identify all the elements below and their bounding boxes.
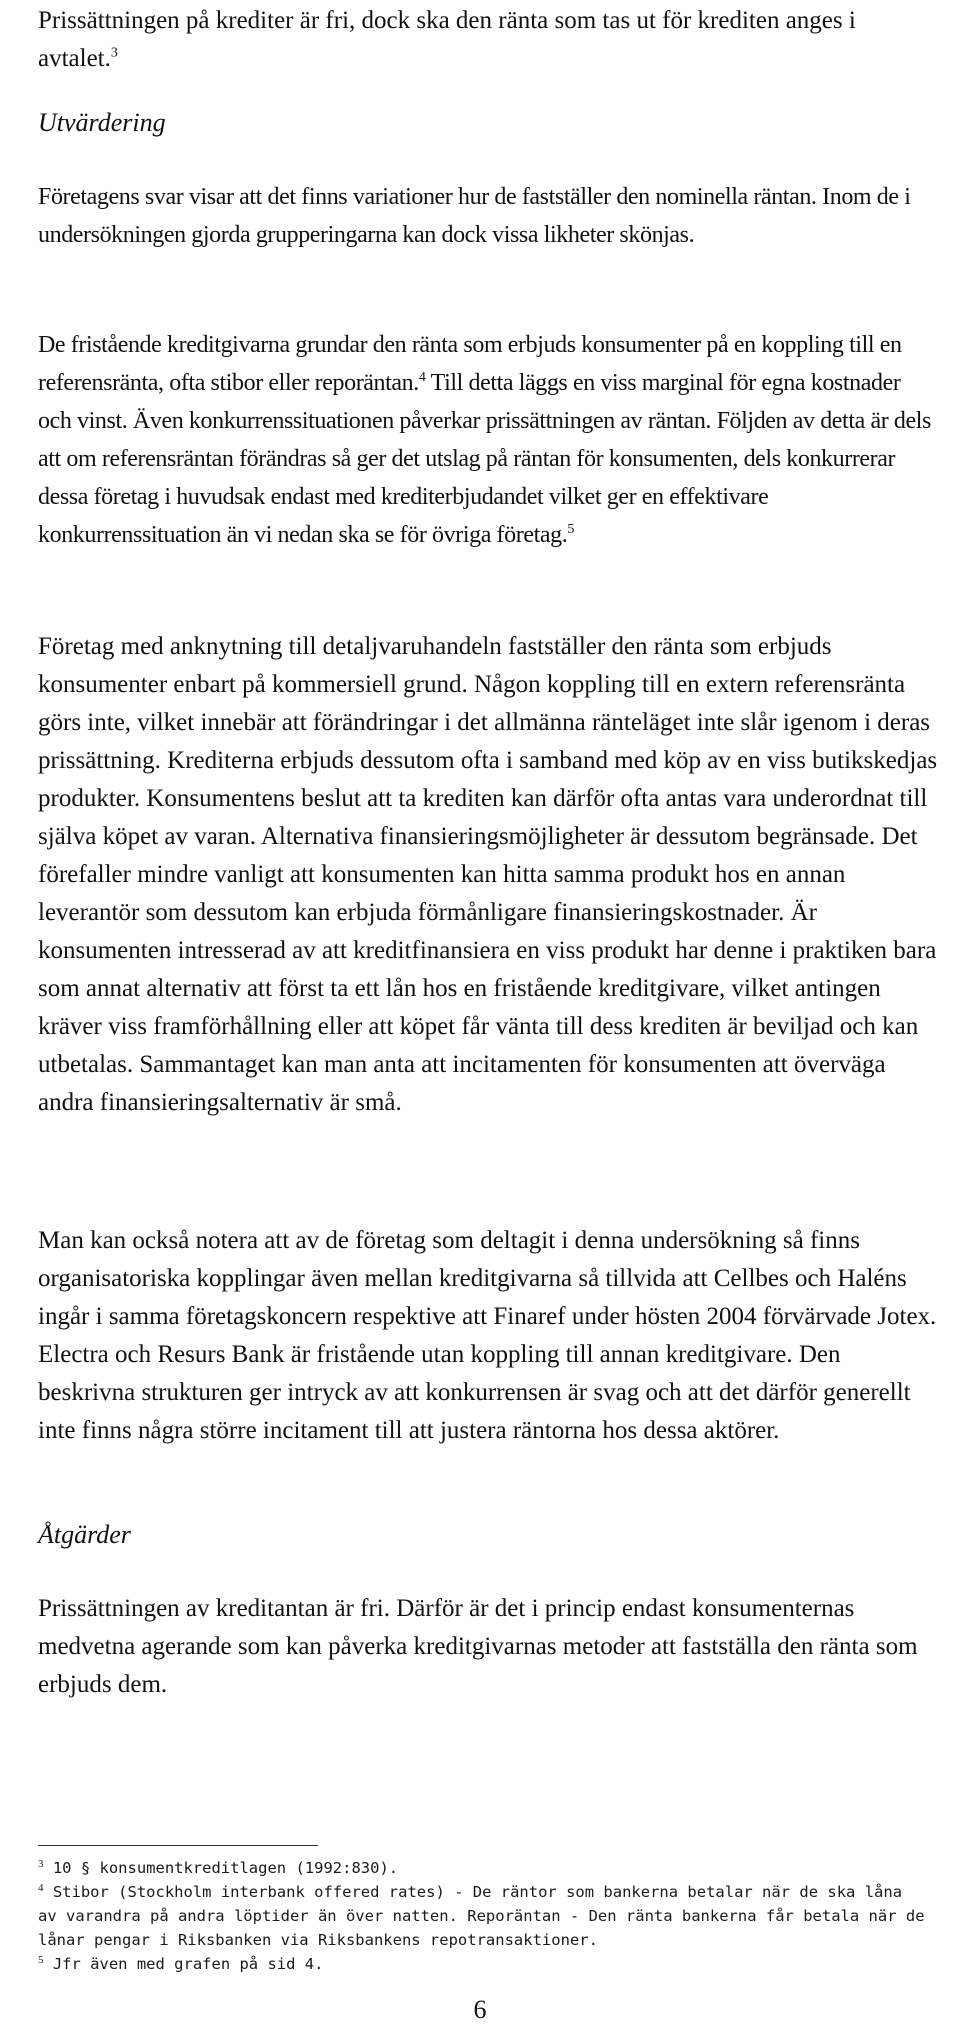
paragraph-pricing-intro: Prissättningen på krediter är fri, dock ska den ränta som tas ut för krediten anges i avtalet.$^3$ — [38, 7, 856, 72]
footnote-ref-4: 4 — [418, 370, 426, 385]
paragraph-independent-lenders: De fristående kreditgivarna grundar den ränta som erbjuds konsumenter på en koppling till en referensränta, ofta stibor eller reporäntan.$^4$ Till detta läggs en viss marginal för egna kostnader och vinst. Även konkurrenssituationen påverkar prissättningen av räntan. Följden av detta är dels att om referensräntan förändras så ger det utslag på räntan för konsumenten, dels konkurrerar dessa företag i huvudsak endast med krediterbjudandet vilket ger en effektivare konkurrenssituation än vi nedan ska se för övriga företag.$^5$ — [38, 332, 931, 548]
footnote-ref-3: 3 — [110, 45, 118, 61]
paragraph-evaluation: Företagens svar visar att det finns variationer hur de fastställer den nominella räntan. Inom de i undersökningen gjorda grupperingarna kan dock vissa likheter skönjas. — [38, 184, 911, 248]
heading-atgarder: Åtgärder — [38, 1520, 131, 1549]
paragraph-organisational-links: Man kan också notera att av de företag som deltagit i denna undersökning så finns organisatoriska kopplingar även mellan kreditgivarna så tillvida att Cellbes och Haléns ingår i samma företagskoncern respektive att Finaref under hösten 2004 förvärvade Jotex. Electra och Resurs Bank är fristående utan koppling till annan kreditgivare. Den beskrivna strukturen ger intryck av att konkurrensen är svag och att det därför generellt inte finns några större incitament till att justera räntorna hos dessa aktörer. — [38, 1227, 937, 1444]
footnote-4: $^4$ Stibor (Stockholm interbank offered rates) - De räntor som bankerna betalar när de ska låna av varandra på andra löptider än över natten. Reporäntan - Den ränta bankerna får betala när de lånar pengar i Riksbanken via Riksbankens repotransaktioner. — [38, 1881, 925, 1949]
heading-utvardering: Utvärdering — [38, 108, 166, 137]
paragraph-retail-lenders: Företag med anknytning till detaljvaruhandeln fastställer den ränta som erbjuds konsumenter enbart på kommersiell grund. Någon koppling till en extern referensränta görs inte, vilket innebär att förändringar i det allmänna ränteläget inte slår igenom i deras prissättning. Krediterna erbjuds dessutom ofta i samband med köp av en viss butikskedjas produkter. Konsumentens beslut att ta krediten kan därför ofta antas vara underordnat till själva köpet av varan. Alternativa finansieringsmöjligheter är dessutom begränsade. Det förefaller mindre vanligt att konsumenten kan hitta samma produkt hos en annan leverantör som dessutom kan erbjuda förmånligare finansieringskostnader. Är konsumenten intresserad av att kreditfinansiera en viss produkt har denne i praktiken bara som annat alternativ att först ta ett lån hos en fristående kreditgivare, vilket antingen kräver viss framförhållning eller att köpet får vänta till dess krediten är beviljad och kan utbetalas. Sammantaget kan man anta att incitamenten för konsumenten att överväga andra finansieringsalternativ är små. — [38, 633, 938, 1116]
footnote-ref-5: 5 — [567, 522, 574, 537]
paragraph-measures: Prissättningen av kreditantan är fri. Därför är det i princip endast konsumenternas medvetna agerande som kan påverka kreditgivarnas metoder att fastställa den ränta som erbjuds dem. — [38, 1595, 918, 1698]
footnote-3: $^3$ 10 § konsumentkreditlagen (1992:830). — [38, 1857, 399, 1877]
footnote-5: $^5$ Jfr även med grafen på sid 4. — [38, 1953, 324, 1973]
footnote-separator — [38, 1845, 318, 1846]
page-number: 6 — [473, 1995, 487, 2024]
